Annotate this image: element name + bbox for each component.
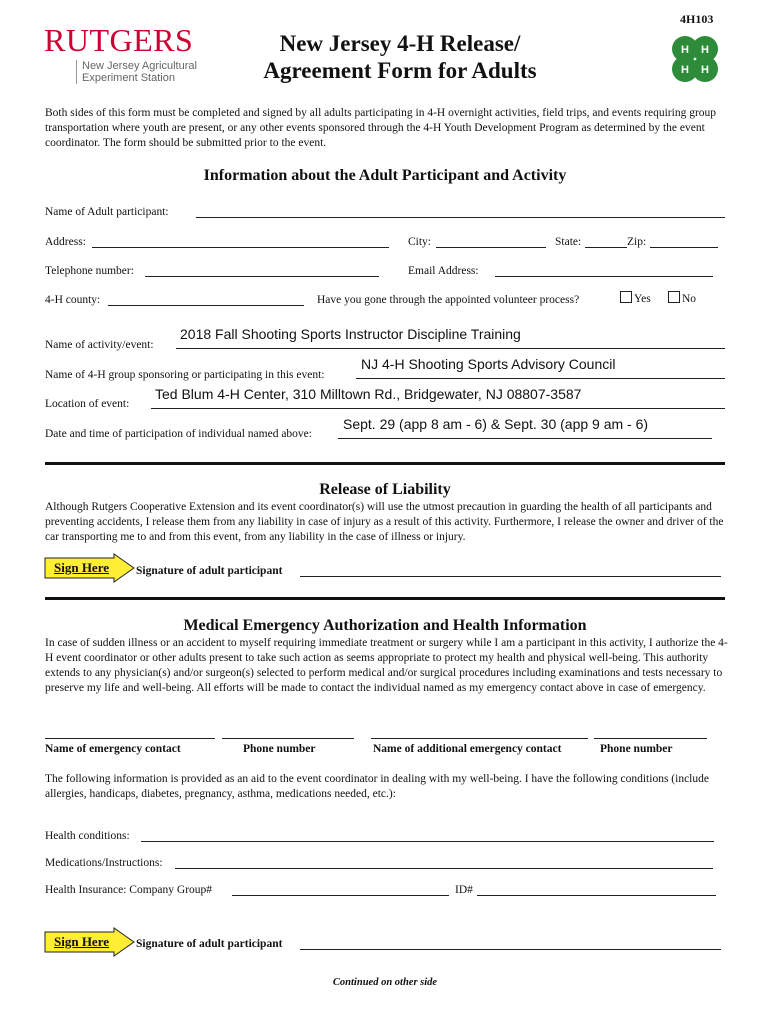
id-label: ID# <box>455 884 473 896</box>
additional-phone-field[interactable] <box>594 726 707 739</box>
adult-name-field[interactable] <box>196 205 725 218</box>
address-label: Address: <box>45 236 86 248</box>
volunteer-question: Have you gone through the appointed volunteer process? <box>317 294 580 306</box>
county-label: 4-H county: <box>45 294 101 306</box>
additional-contact-field[interactable] <box>371 726 588 739</box>
release-signature-field[interactable] <box>300 564 721 577</box>
intro-paragraph: Both sides of this form must be completed and signed by all adults participating in 4-H overnight activities, field trips, and events requiring group transportation where youth are present, or any other events sponsored through the 4-H Youth Development Program as determined by the event coordinator. The form should be submitted prior to the event. <box>45 107 717 149</box>
medications-field[interactable] <box>175 856 713 869</box>
title-line-1: New Jersey 4-H Release/ <box>279 31 521 56</box>
location-label: Location of event: <box>45 398 130 410</box>
rutgers-logo-subtitle <box>82 60 197 84</box>
group-field[interactable] <box>356 356 725 379</box>
section-divider-2 <box>45 597 725 600</box>
state-field[interactable] <box>585 235 627 248</box>
location-field[interactable] <box>151 386 725 409</box>
logo-sub-line-1: New Jersey Agricultural <box>82 60 197 72</box>
meds-label: Medications/Instructions: <box>45 857 163 869</box>
activity-field[interactable] <box>176 326 725 349</box>
section-info-heading: Information about the Adult Participant and Activity <box>203 167 567 184</box>
sign-here-label-1: Sign Here <box>54 560 110 575</box>
col-phone-1: Phone number <box>243 743 316 755</box>
insurance-group-field[interactable] <box>232 883 449 896</box>
col-emergency-contact: Name of emergency contact <box>45 743 181 755</box>
form-number: 4H103 <box>680 12 714 26</box>
insurance-id-field[interactable] <box>477 883 716 896</box>
clover-h-4: H <box>701 64 709 76</box>
activity-label: Name of activity/event: <box>45 339 154 351</box>
city-label: City: <box>408 236 432 248</box>
section-divider-1 <box>45 462 725 465</box>
zip-label: Zip: <box>627 236 647 248</box>
no-checkbox[interactable] <box>668 291 680 303</box>
county-field[interactable] <box>108 293 304 306</box>
no-label: No <box>682 293 697 305</box>
phone-field[interactable] <box>145 264 379 277</box>
emergency-phone-field[interactable] <box>222 726 354 739</box>
release-heading: Release of Liability <box>319 481 451 498</box>
email-label: Email Address: <box>408 265 479 277</box>
continued-note: Continued on other side <box>332 977 438 988</box>
conditions-paragraph: The following information is provided as an aid to the event coordinator in dealing with my well-being. I have the following conditions (include allergies, handicaps, diabetes, pregnancy, asthma, medications needed, etc.): <box>45 773 709 800</box>
health-label: Health conditions: <box>45 830 130 842</box>
date-value: Sept. 29 (app 8 am - 6) & Sept. 30 (app 9 am - 6) <box>343 416 649 432</box>
zip-field[interactable] <box>650 235 718 248</box>
logo-divider <box>76 60 77 84</box>
logo-sub-line-2: Experiment Station <box>82 72 175 84</box>
yes-option[interactable] <box>620 291 651 306</box>
sign-here-label-2: Sign Here <box>54 934 110 949</box>
state-label: State: <box>555 236 582 248</box>
location-value: Ted Blum 4-H Center, 310 Milltown Rd., Bridgewater, NJ 08807-3587 <box>155 386 582 402</box>
medical-paragraph: In case of sudden illness or an accident to myself requiring immediate treatment or surgery while I am a participant in this activity, I authorize the 4-H event coordinator or other adults present to take such action as seems appropriate to protect my health and physical well-being. This authority extends to any physician(s) and/or surgeon(s) selected to perform medical and/or surgical procedures including examinations and tests necessary to preserve my life and well-being. All efforts will be made to contact the individual named as my emergency contact above in case of emergency. <box>45 637 728 694</box>
phone-label: Telephone number: <box>45 265 134 277</box>
emergency-contact-field[interactable] <box>45 726 215 739</box>
clover-h-2: H <box>701 44 709 56</box>
name-label: Name of Adult participant: <box>45 206 169 218</box>
title-line-2: Agreement Form for Adults <box>263 58 537 83</box>
insurance-label: Health Insurance: Company Group# <box>45 884 213 896</box>
yes-checkbox[interactable] <box>620 291 632 303</box>
group-label: Name of 4-H group sponsoring or participating in this event: <box>45 369 325 381</box>
date-label: Date and time of participation of individual named above: <box>45 428 312 440</box>
4h-clover-icon <box>666 30 724 88</box>
release-signature-label: Signature of adult participant <box>136 565 283 577</box>
no-option[interactable] <box>668 291 696 306</box>
email-field[interactable] <box>495 264 713 277</box>
group-value: NJ 4-H Shooting Sports Advisory Council <box>361 356 616 372</box>
col-additional-contact: Name of additional emergency contact <box>373 743 562 755</box>
clover-h-3: H <box>681 64 689 76</box>
clover-h-1: H <box>681 44 689 56</box>
health-conditions-field[interactable] <box>141 829 714 842</box>
medical-signature-field[interactable] <box>300 937 721 950</box>
medical-signature-label: Signature of adult participant <box>136 938 283 950</box>
activity-value: 2018 Fall Shooting Sports Instructor Discipline Training <box>180 326 521 342</box>
yes-label: Yes <box>634 293 651 305</box>
medical-heading: Medical Emergency Authorization and Health Information <box>183 617 587 634</box>
rutgers-logo-wordmark: RUTGERS <box>44 22 194 58</box>
form-title <box>230 30 570 84</box>
address-field[interactable] <box>92 235 389 248</box>
release-paragraph: Although Rutgers Cooperative Extension and its event coordinator(s) will use the utmost precaution in guarding the health of all participants and preventing accidents, I release them from any liability in case of injury as a result of this activity. Furthermore, I release the owner and driver of the car transporting me to and from this event, from any liability in the case of illness or injury. <box>45 501 724 543</box>
date-field[interactable] <box>338 416 712 439</box>
city-field[interactable] <box>436 235 546 248</box>
col-phone-2: Phone number <box>600 743 673 755</box>
